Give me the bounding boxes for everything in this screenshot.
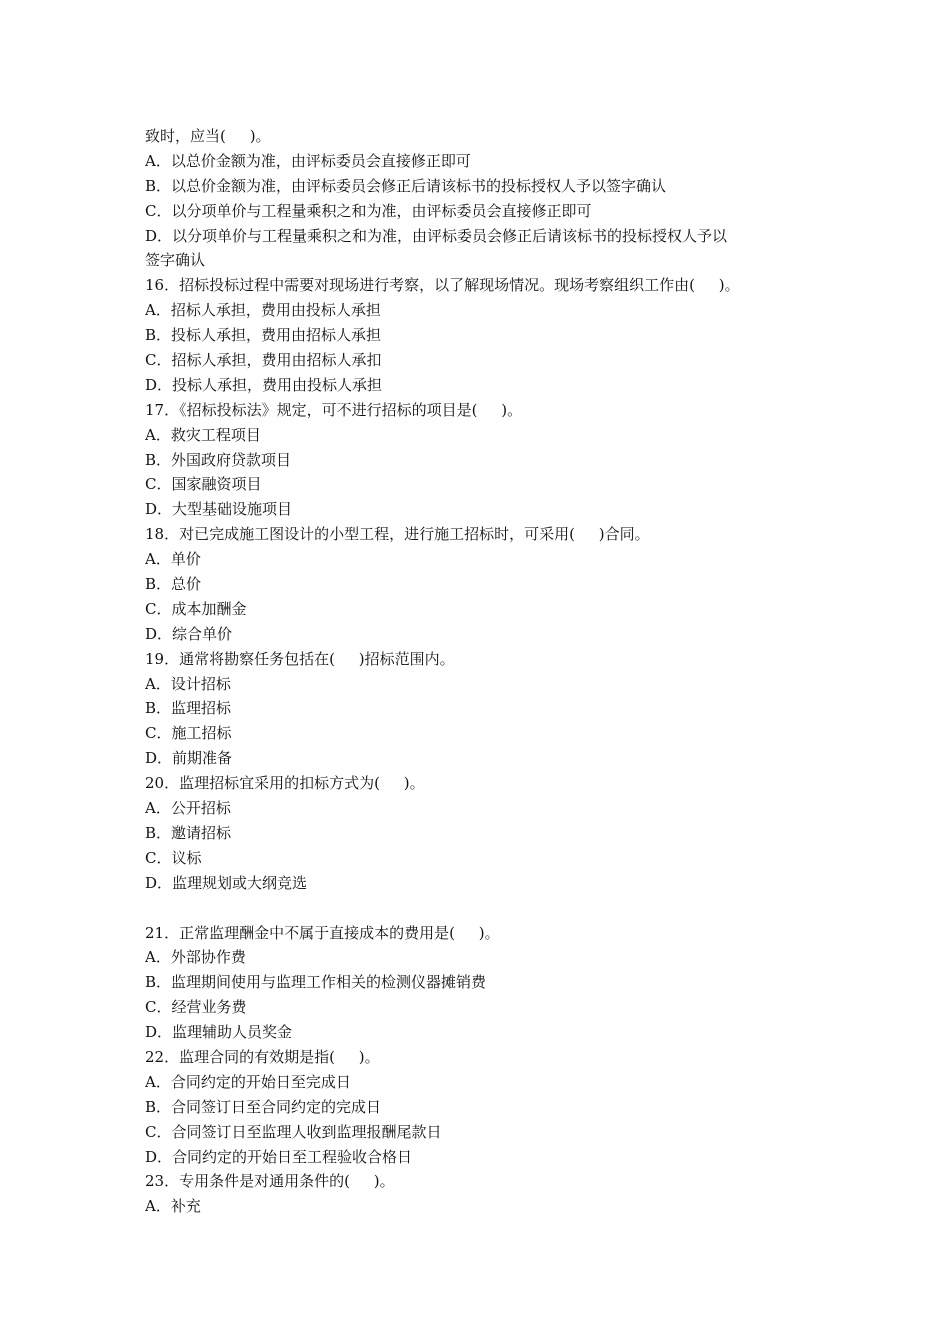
option-a: A．单价	[145, 550, 201, 569]
question-19: 19．通常将勘察任务包括在( )招标范围内。	[145, 649, 455, 668]
option-a: A．招标人承担，费用由投标人承担	[145, 301, 381, 320]
option-a: A．救灾工程项目	[145, 425, 261, 444]
option-c: C．合同签订日至监理人收到监理报酬尾款日	[145, 1122, 442, 1141]
question-18: 18．对已完成施工图设计的小型工程，进行施工招标时，可采用( )合同。	[145, 525, 650, 544]
option-c: C．经营业务费	[145, 998, 247, 1017]
option-d: D．以分项单价与工程量乘积之和为准，由评标委员会修正后请该标书的投标授权人予以	[145, 226, 728, 245]
option-c: C．国家融资项目	[145, 475, 262, 494]
option-d: D．综合单价	[145, 624, 233, 643]
option-d: D．监理规划或大纲竞选	[145, 873, 308, 892]
option-b: B．监理招标	[145, 699, 232, 718]
question-17: 17．《招标投标法》规定，可不进行招标的项目是( )。	[145, 400, 523, 419]
option-c: C．成本加酬金	[145, 599, 247, 618]
option-d: D．大型基础设施项目	[145, 500, 293, 519]
option-c: C．招标人承担，费用由招标人承扣	[145, 351, 382, 370]
option-b: B．邀请招标	[145, 823, 232, 842]
option-a: A．外部协作费	[145, 948, 246, 967]
option-d: D．监理辅助人员奖金	[145, 1023, 293, 1042]
option-a: A．公开招标	[145, 799, 231, 818]
option-d: D．投标人承担，费用由投标人承担	[145, 375, 383, 394]
question-20: 20．监理招标宜采用的扣标方式为( )。	[145, 774, 425, 793]
option-b: B．合同签订日至合同约定的完成日	[145, 1097, 382, 1116]
option-d: D．前期准备	[145, 749, 233, 768]
option-c: C．以分项单价与工程量乘积之和为准，由评标委员会直接修正即可	[145, 201, 592, 220]
document-page	[145, 124, 825, 1219]
option-b: B．以总价金额为准，由评标委员会修正后请该标书的投标授权人予以签字确认	[145, 176, 667, 195]
option-b: B．投标人承担，费用由招标人承担	[145, 326, 382, 345]
option-d-continuation: 签字确认	[145, 251, 206, 270]
option-a: A．以总价金额为准，由评标委员会直接修正即可	[145, 151, 471, 170]
option-a: A．补充	[145, 1197, 201, 1216]
option-c: C．施工招标	[145, 724, 232, 743]
option-a: A．合同约定的开始日至完成日	[145, 1072, 351, 1091]
question-23: 23．专用条件是对通用条件的( )。	[145, 1172, 395, 1191]
option-b: B．总价	[145, 575, 202, 594]
option-b: B．监理期间使用与监理工作相关的检测仪器摊销费	[145, 973, 487, 992]
option-b: B．外国政府贷款项目	[145, 450, 292, 469]
question-15-continuation: 致时，应当( )。	[145, 127, 271, 145]
question-22: 22．监理合同的有效期是指( )。	[145, 1047, 380, 1066]
blank-line	[145, 896, 825, 921]
option-d: D．合同约定的开始日至工程验收合格日	[145, 1147, 413, 1166]
option-a: A．设计招标	[145, 674, 231, 693]
question-21: 21．正常监理酬金中不属于直接成本的费用是( )。	[145, 923, 500, 942]
question-16: 16．招标投标过程中需要对现场进行考察，以了解现场情况。现场考察组织工作由( )。	[145, 276, 740, 295]
option-c: C．议标	[145, 848, 202, 867]
